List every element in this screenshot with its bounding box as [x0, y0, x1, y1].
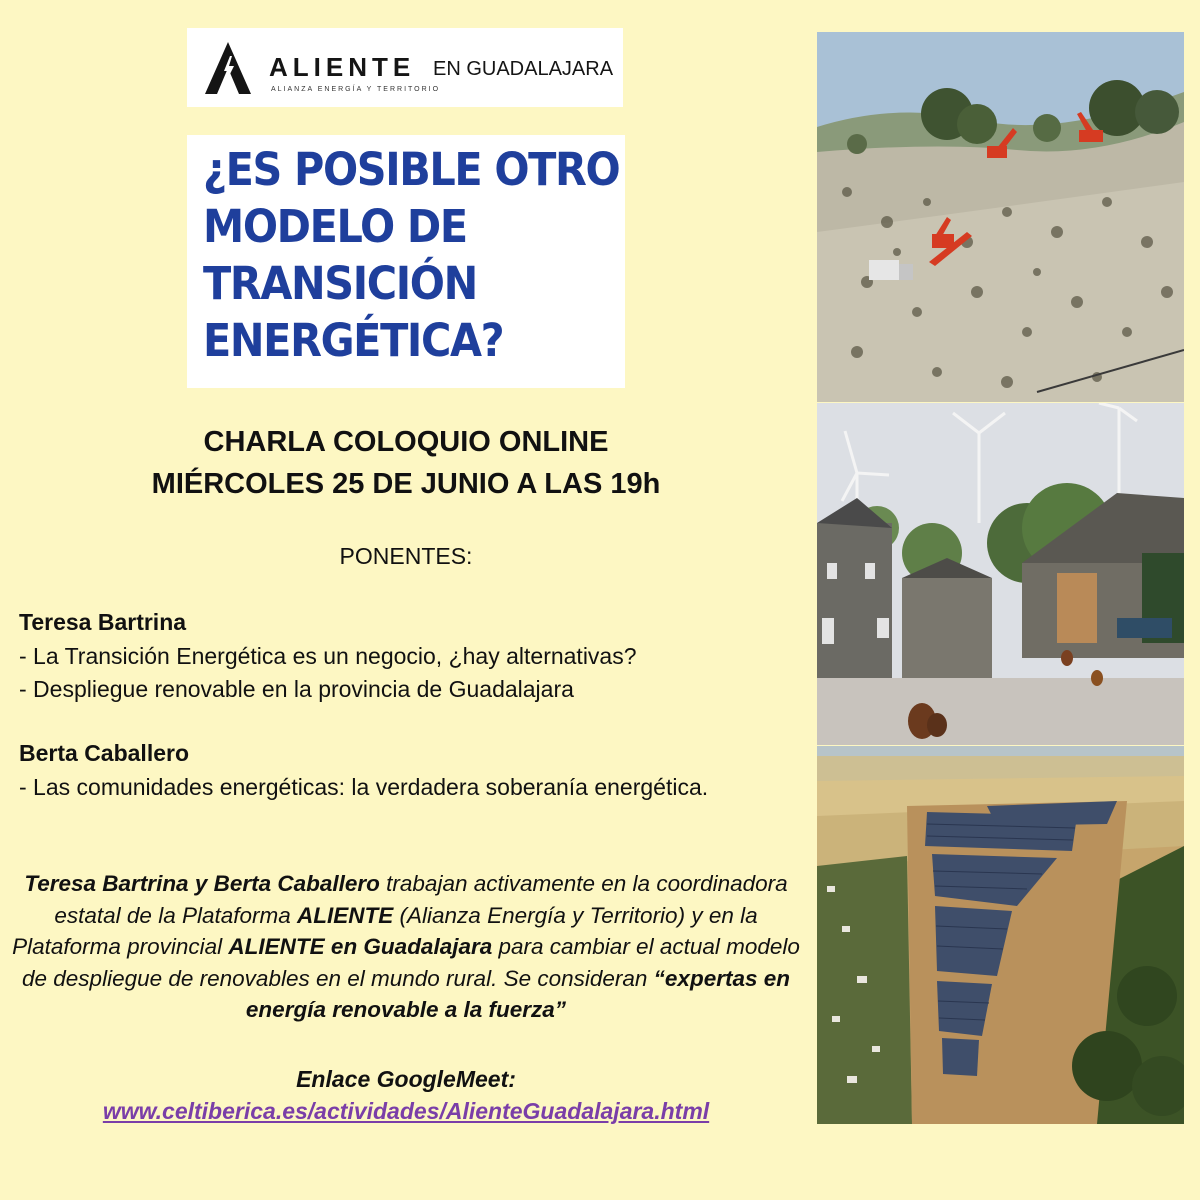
logo-subtitle: ALIANZA ENERGÍA Y TERRITORIO [271, 86, 441, 93]
logo-region: EN GUADALAJARA [433, 58, 614, 80]
bio-text: para cambiar el actual modelo de despliegue de renovables en el mundo rural. Se consideran [22, 934, 800, 991]
speaker-topic: - La Transición Energética es un negocio, ¿hay alternativas? [19, 643, 637, 669]
event-date: MIÉRCOLES 25 DE JUNIO A LAS 19h [151, 468, 661, 500]
photo-farmyard-wind-turbines [817, 403, 1184, 745]
photo-cleared-hillside [817, 32, 1184, 402]
speaker-topic: - Las comunidades energéticas: la verdadera soberanía energética. [19, 774, 709, 800]
speaker-name: Teresa Bartrina [19, 609, 187, 635]
event-type: CHARLA COLOQUIO ONLINE [203, 426, 609, 458]
bio-text: trabajan activamente en la coordinadora estatal de la Plataforma [54, 871, 788, 928]
speakers-heading: PONENTES: [339, 543, 473, 569]
aliente-logo [187, 28, 623, 107]
title-banner [187, 135, 625, 388]
bio-org: ALIENTE [297, 902, 394, 928]
bio-text: (Alianza Energía y Territorio) y en la Plataforma provincial [12, 902, 758, 959]
speaker-topic: - Despliegue renovable en la provincia de Guadalajara [19, 676, 574, 702]
main-title [203, 141, 619, 369]
bio-org: ALIENTE en Guadalajara [228, 934, 493, 959]
meet-link-label: Enlace GoogleMeet: [296, 1066, 516, 1092]
bio-names: Teresa Bartrina y Berta Caballero [24, 871, 380, 896]
photo-solar-farm-aerial [817, 746, 1184, 1124]
speakers-bio [12, 868, 800, 1026]
title-line: TRANSICIÓN [203, 257, 477, 310]
logo-name: ALIENTE [269, 52, 416, 82]
bio-quote: “expertas en energía renovable a la fuerza” [245, 965, 790, 1022]
speaker-name: Berta Caballero [19, 740, 190, 766]
aliente-a-bolt-icon [205, 42, 251, 94]
meet-link[interactable]: www.celtiberica.es/actividades/AlienteGuadalajara.html [102, 1098, 710, 1124]
title-line: MODELO DE [203, 200, 467, 253]
title-line: ¿ES POSIBLE OTRO [203, 143, 620, 196]
title-line: ENERGÉTICA? [203, 314, 504, 367]
